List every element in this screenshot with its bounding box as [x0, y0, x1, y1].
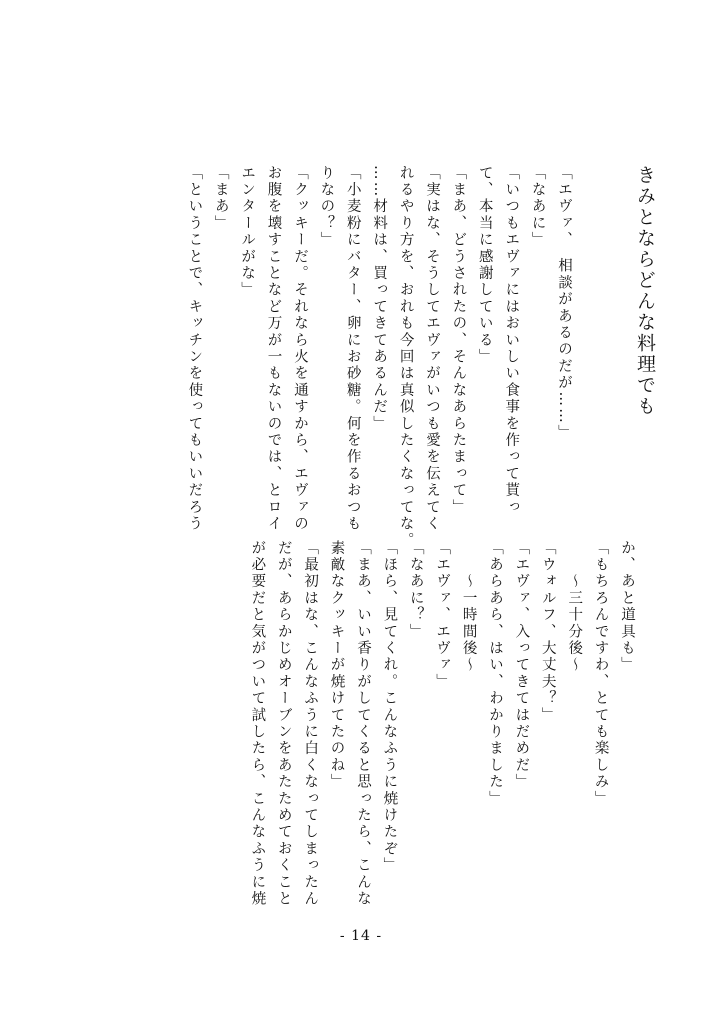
text-line: 「ほら、見てくれ。こんなふうに焼けたぞ」	[381, 540, 398, 874]
text-line: 「なあに」	[529, 165, 546, 249]
text-line: 「いつもエヴァにはおいしい食事を作って貰っ	[503, 165, 520, 516]
text-line: だが、あらかじめオーブンをあたためておくこと	[275, 540, 292, 908]
text-line: 「まあ」	[212, 165, 229, 232]
text-line: か、あと道具も」	[619, 540, 635, 674]
text-line: れるやり方を、おれも今回は真似したくなってな。	[397, 165, 414, 550]
text-line: 「まあ、いい香りがしてくると思ったら、こんな	[354, 540, 371, 908]
scene-break: 〜三十分後〜	[566, 540, 583, 674]
page-number: - 14 -	[339, 928, 383, 944]
text-line: お腹を壊すことなど万が一もないのでは、とロイ	[265, 165, 282, 533]
text-line: 「ということで、キッチンを使ってもいいだろう	[186, 165, 203, 533]
text-line: 「小麦粉にバター、卵にお砂糖。何を作るおつも	[344, 165, 361, 533]
text-line: りなの？」	[318, 165, 335, 249]
text-line: 「まあ、どうされたの、そんなあらたまって」	[450, 165, 467, 516]
text-block-top	[181, 165, 577, 550]
text-line: が必要だと気がついて試したら、こんなふうに焼	[249, 540, 266, 908]
text-line: 「あらあら、はい、わかりました」	[486, 540, 503, 808]
scene-break: 〜一時間後〜	[460, 540, 477, 674]
text-line: 「ウォルフ、大丈夫？」	[539, 540, 556, 724]
text-line: て、本当に感謝している」	[476, 165, 493, 366]
text-line: 「エヴァ、入ってきてはだめだ」	[513, 540, 530, 791]
text-line: 「実はな、そうしてエヴァがいつも愛を伝えてく	[423, 165, 440, 533]
text-line: 「エヴァ、エヴァ」	[434, 540, 451, 691]
text-block-bottom	[244, 540, 640, 908]
chapter-title: きみとならどんな料理でも	[634, 165, 656, 417]
text-line: 「もちろんですわ、とても楽しみ」	[592, 540, 609, 808]
text-line: 「クッキーだ。それなら火を通すから、エヴァの	[291, 165, 308, 533]
text-line: 素敵なクッキーが焼けてたのね」	[328, 540, 345, 791]
text-line: 「最初はな、こんなふうに白くなってしまったん	[302, 540, 319, 908]
text-line: 「エヴァ、 相談があるのだが……」	[556, 165, 572, 442]
text-line: エンタールがな」	[239, 165, 256, 299]
text-line: 「なあに？」	[407, 540, 424, 641]
text-line: ……材料は、買ってきてあるんだ」	[371, 165, 388, 433]
